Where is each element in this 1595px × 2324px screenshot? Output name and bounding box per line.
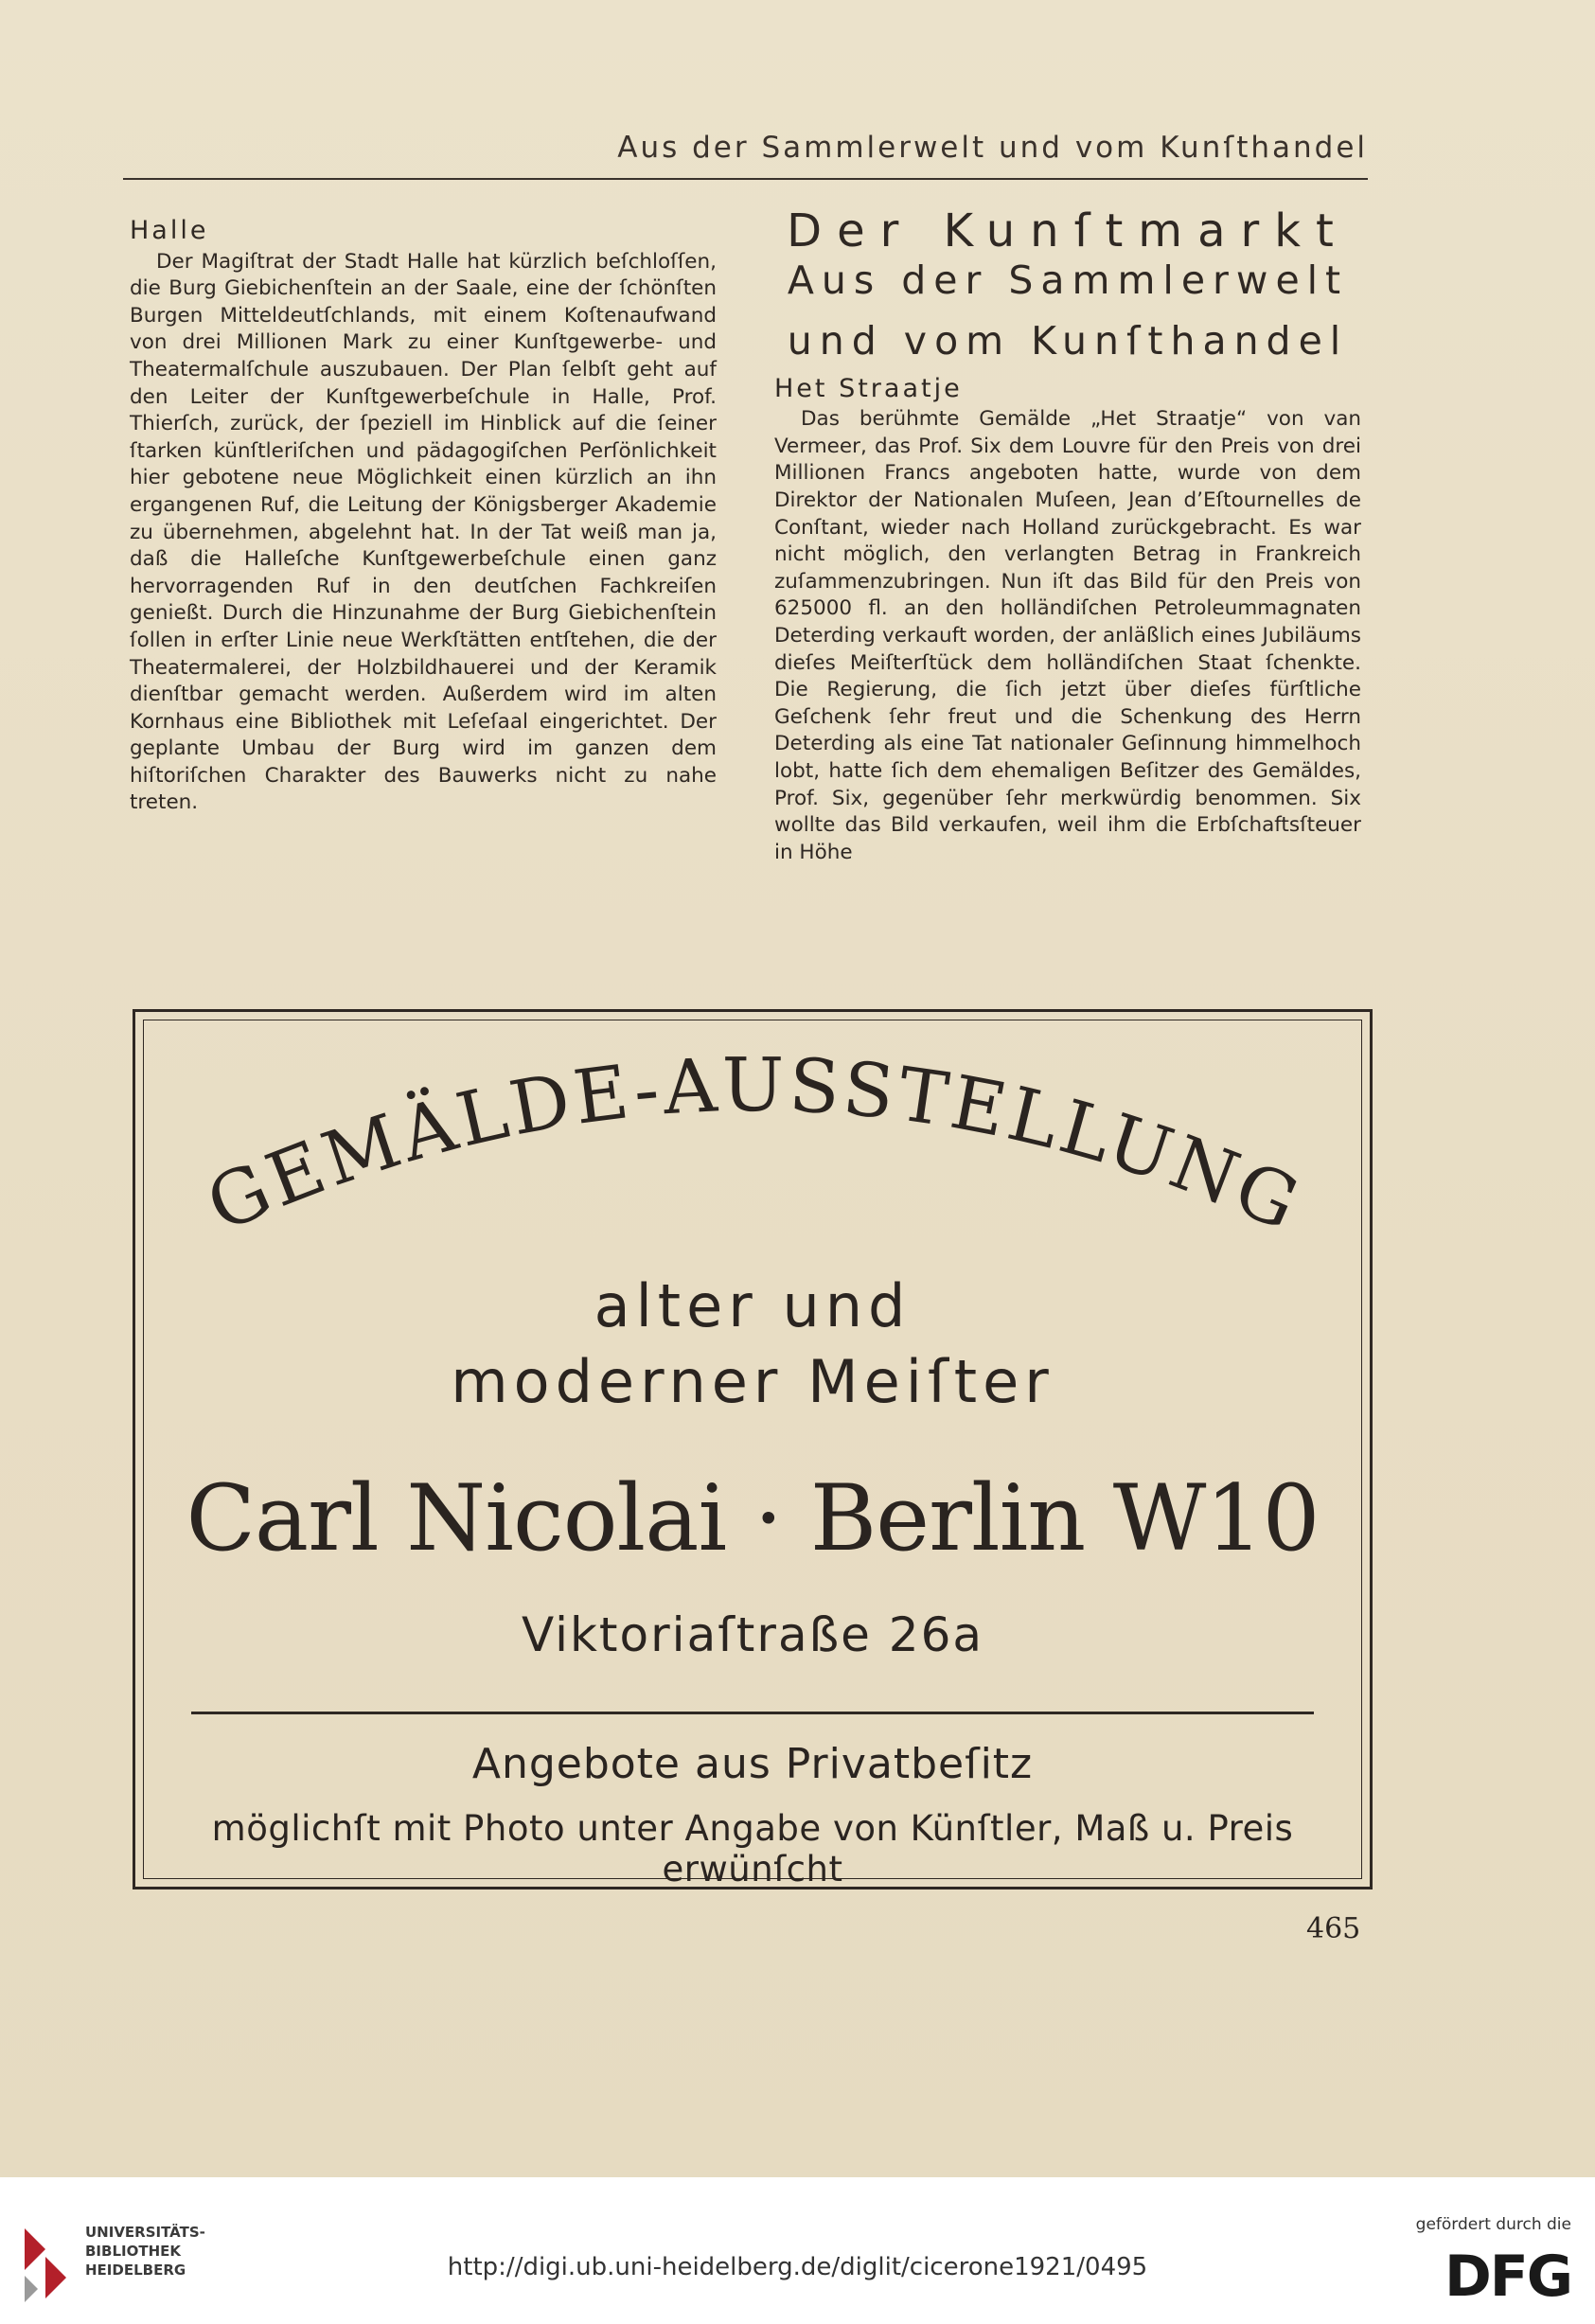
running-head: Aus der Sammlerwelt und vom Kunſthandel bbox=[617, 131, 1368, 165]
funding-label: gefördert durch die bbox=[1415, 2215, 1571, 2234]
ad-offer: Angebote aus Privatbeſitz bbox=[471, 1740, 1034, 1788]
ad-divider bbox=[191, 1712, 1314, 1714]
section-subtitle-line-2: und vom Kunſthandel bbox=[787, 317, 1349, 364]
dfg-logo: DFG bbox=[1444, 2244, 1571, 2310]
header-rule bbox=[123, 178, 1368, 180]
library-name-line: UNIVERSITÄTS- bbox=[85, 2224, 205, 2241]
article-paragraph: Das berühmte Gemälde „Het Straatje“ von van Vermeer, das Prof. Six dem Louvre für den Preis von drei Millionen Francs angeboten hatte, wurde von dem Direktor der Nationalen Muſeen, Jean d’Eſtournelles de Conſtant, wieder nach Holland zurückgebracht. Es war nicht möglich, den verlangten Betrag in Frankreich zuſammenzubringen. Nun iſt das Bild für den Preis von 625000 fl. an den holländiſchen Petroleummagnaten Deterding verkauft worden, der anläßlich eines Jubiläums dieſes Meiſterſtück dem holländiſchen Staat ſchenkte. Die Regierung, die ſich jetzt über dieſes fürſtliche Geſchenk ſehr freut und die Schenkung des Herrn Deterding als eine Tat nationaler Geſinnung himmelhoch lobt, hatte ſich dem ehemaligen Beſitzer des Gemäldes, Prof. Six, gegenüber ſehr merkwürdig benommen. Six wollte das Bild verkaufen, weil ihm die Erbſchaftsſteuer in Höhe bbox=[774, 407, 1361, 864]
ad-note: möglichſt mit Photo unter Angabe von Künſtler, Maß u. Preis erwünſcht bbox=[211, 1808, 1294, 1889]
page-number: 465 bbox=[1306, 1912, 1361, 1945]
library-name-line: BIBLIOTHEK bbox=[85, 2243, 181, 2260]
ad-company-name: Carl Nicolai · Berlin W10 bbox=[186, 1465, 1320, 1571]
ad-line-moderner-meister: moderner Meiſter bbox=[451, 1347, 1054, 1416]
ad-line-alter-und: alter und bbox=[594, 1271, 912, 1340]
advertisement-inner-frame bbox=[143, 1020, 1362, 1889]
article-heading-het-straatje: Het Straatje bbox=[774, 373, 963, 403]
permalink-url[interactable]: http://digi.ub.uni-heidelberg.de/diglit/cicerone1921/0495 bbox=[447, 2253, 1148, 2281]
arc-title bbox=[144, 1020, 1365, 1304]
right-column bbox=[774, 204, 1361, 866]
section-title: Der Kunſtmarkt bbox=[787, 204, 1349, 257]
library-name-line: HEIDELBERG bbox=[85, 2262, 186, 2279]
section-subtitle-line-1: Aus der Sammlerwelt bbox=[787, 257, 1349, 303]
arc-title-text: GEMÄLDE-AUSSTELLUNG bbox=[195, 1042, 1314, 1250]
article-paragraph: Der Magiſtrat der Stadt Halle hat kürzlich beſchloſſen, die Burg Giebichenſtein an der Saale, eine der ſchönſten Burgen Mitteldeutſchlands, mit einem Koſtenaufwand von drei Millionen Mark zu einer Kunſtgewerbe- und Theatermalſchule auszubauen. Der Plan ſelbſt geht auf den Leiter der Kunſtgewerbeſchule in Halle, Prof. Thierſch, zurück, der ſpeziell im Hinblick auf die ſeiner ſtarken künſtleriſchen und pädagogiſchen Perſönlichkeit hier gebotene neue Möglichkeit einen kürzlich an ihn ergangenen Ruf, die Leitung der Königsberger Akademie zu übernehmen, abgelehnt hat. In der Tat weiß man ja, daß die Halleſche Kunſtgewerbeſchule einen ganz hervorragenden Ruf in den deutſchen Fachkreiſen genießt. Durch die Hinzunahme der Burg Giebichenſtein ſollen in erſter Linie neue Werkſtätten entſtehen, die der Theatermalerei, der Holzbildhauerei und der Keramik dienſtbar gemacht werden. Außerdem wird im alten Kornhaus eine Bibliothek mit Leſeſaal eingerichtet. Der geplante Umbau der Burg wird im ganzen dem hiſtoriſchen Charakter des Bauwerks nicht zu nahe treten. bbox=[130, 249, 717, 815]
viewer-footer bbox=[0, 2177, 1595, 2324]
left-column bbox=[130, 218, 717, 817]
advertisement-box bbox=[133, 1009, 1373, 1889]
article-heading-halle: Halle bbox=[130, 216, 209, 245]
ad-address: Viktoriaſtraße 26a bbox=[521, 1607, 984, 1662]
